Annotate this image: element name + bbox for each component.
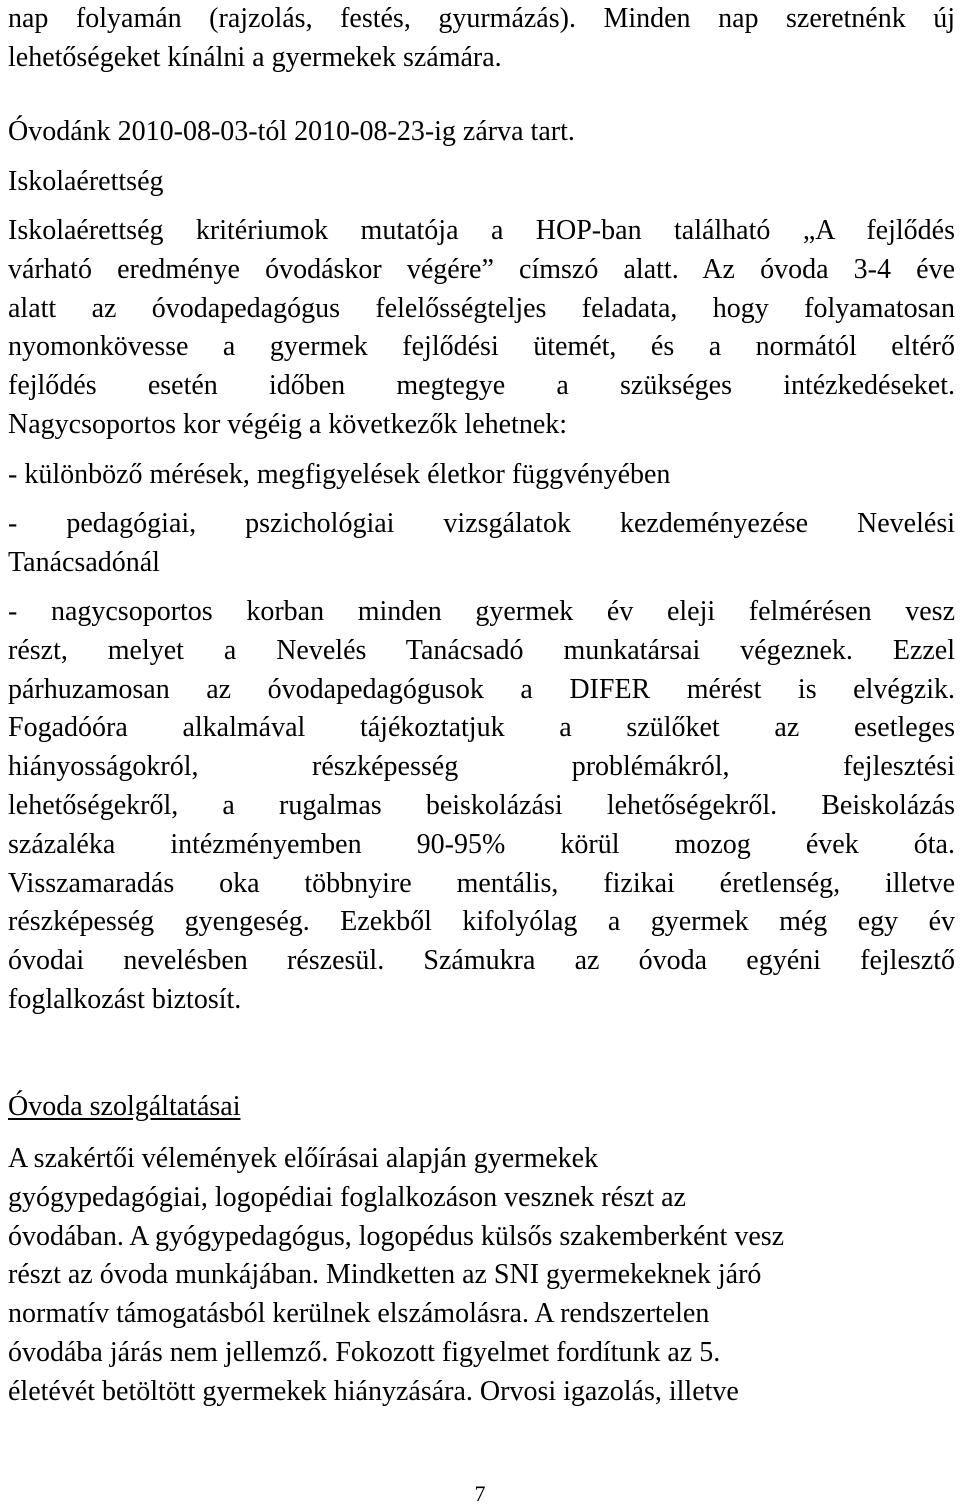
section-heading-school-readiness: Iskolaérettség [8, 166, 164, 197]
intro-paragraph [8, 0, 955, 78]
text-line: lehetőségekről, a rugalmas beiskolázási lehetőségekről. Beiskolázás [8, 789, 955, 821]
assessment-paragraph [8, 593, 955, 1020]
page-number: 7 [474, 1481, 486, 1506]
text-line: párhuzamosan az óvodapedagógusok a DIFER mérést is elvégzik. [8, 673, 955, 705]
text-line: részt az óvoda munkájában. Mindketten az SNI gyermekeknek járó [8, 1259, 762, 1291]
text-line: százaléka intézményemben 90-95% körül mozog évek óta. [8, 828, 955, 860]
text-line: óvodába járás nem jellemző. Fokozott figyelmet fordítunk az 5. [8, 1336, 721, 1368]
text-line: gyógypedagógiai, logopédiai foglalkozáson vesznek részt az [8, 1181, 686, 1213]
text-line: Nagycsoportos kor végéig a következők lehetnek: [8, 408, 568, 440]
heading-text: Óvoda szolgáltatásai [8, 1091, 241, 1122]
text-line: Iskolaérettség kritériumok mutatója a HOP-ban található „A fejlődés [8, 215, 955, 246]
text-line: várható eredménye óvodáskor végére” címszó alatt. Az óvoda 3-4 éve [8, 253, 955, 285]
text-line: - pedagógiai, pszichológiai vizsgálatok kezdeményezése Nevelési [8, 508, 955, 539]
text-line: Tanácsadónál [8, 546, 160, 578]
text-line: nap folyamán (rajzolás, festés, gyurmázás). Minden nap szeretnénk új [8, 3, 955, 34]
text-line: A szakértői vélemények előírásai alapján gyermekek [8, 1143, 599, 1174]
school-readiness-paragraph [8, 212, 955, 445]
services-paragraph [8, 1140, 955, 1412]
text-line: lehetőségeket kínálni a gyermekek számára. [8, 41, 502, 73]
text-line: életévét betöltött gyermekek hiányzására. Orvosi igazolás, illetve [8, 1375, 739, 1407]
text-line: fejlődés esetén időben megtegye a szükséges intézkedéseket. [8, 370, 955, 402]
text-line: óvodában. A gyógypedagógus, logopédus külsős szakemberként vesz [8, 1220, 785, 1252]
text-line: Fogadóóra alkalmával tájékoztatjuk a szülőket az esetleges [8, 712, 955, 744]
text-line: nyomonkövesse a gyermek fejlődési ütemét, és a normától eltérő [8, 331, 955, 363]
list-item: - különböző mérések, megfigyelések életkor függvényében [8, 459, 671, 490]
text-line: részképesség gyengeség. Ezekből kifolyólag a gyermek még egy év [8, 906, 955, 938]
text-line: óvodai nevelésben részesül. Számukra az óvoda egyéni fejlesztő [8, 945, 955, 977]
section-heading-services [8, 1088, 955, 1127]
text-line: normatív támogatásból kerülnek elszámolásra. A rendszertelen [8, 1298, 710, 1330]
text-line: hiányosságokról, részképesség problémákról, fejlesztési [8, 751, 955, 783]
list-item [8, 505, 955, 583]
closure-notice: Óvodánk 2010-08-03-tól 2010-08-23-ig zárva tart. [8, 116, 575, 147]
text-line: foglalkozást biztosít. [8, 983, 242, 1015]
text-line: alatt az óvodapedagógus felelősségteljes feladata, hogy folyamatosan [8, 292, 955, 324]
text-line: részt, melyet a Nevelés Tanácsadó munkatársai végeznek. Ezzel [8, 634, 955, 666]
text-line: - nagycsoportos korban minden gyermek év eleji felmérésen vesz [8, 596, 955, 627]
text-line: Visszamaradás oka többnyire mentális, fizikai éretlenség, illetve [8, 867, 955, 899]
